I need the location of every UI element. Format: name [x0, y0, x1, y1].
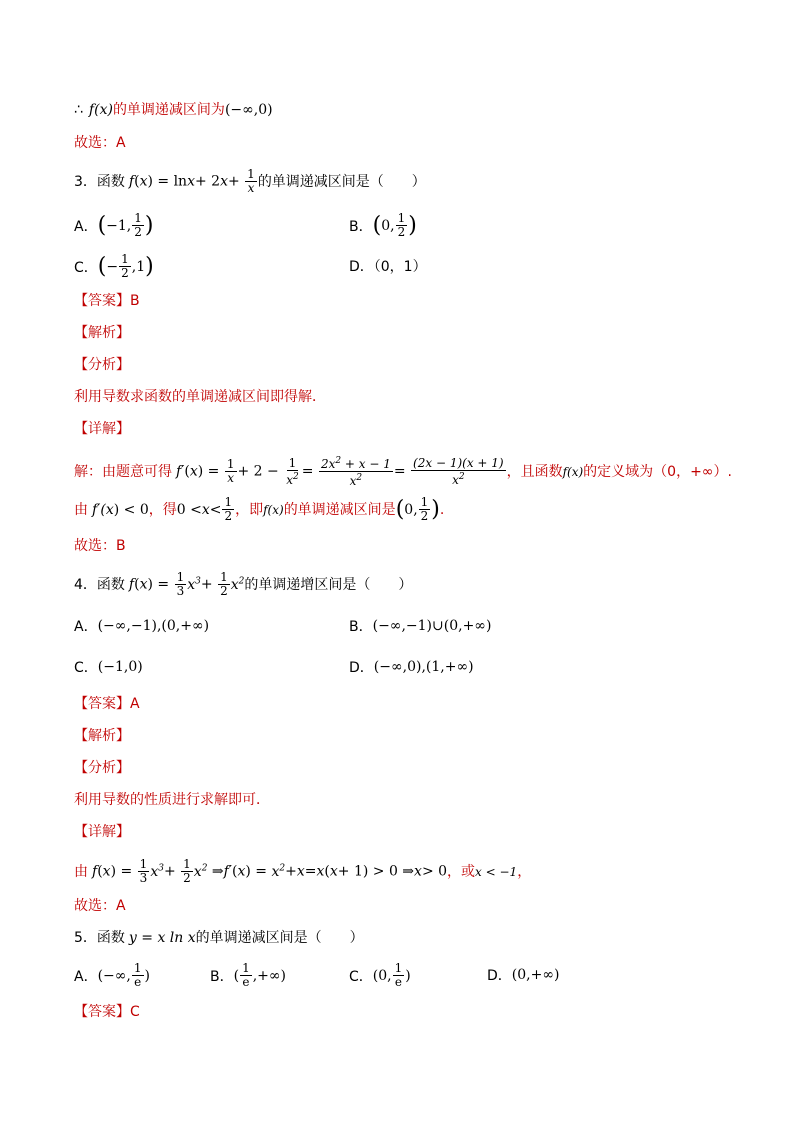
xiangjie-2: 【详解】 — [74, 824, 130, 840]
q5-option-d: D． (0,+∞) — [487, 967, 560, 984]
fx-symbol: f(x) — [88, 102, 113, 118]
conclusion-interval: (−∞,0) — [224, 102, 273, 118]
q3-option-a: A． ( −1, $\frac{1}{2}$ ) — [74, 211, 154, 239]
answer-3: 【答案】 C — [74, 1004, 140, 1020]
fenxi-2: 【分析】 — [74, 760, 130, 776]
detail-3: 由 f(x) = $\frac{1}{3}$ $x^3+$ $\frac{1}{2}$ $x^2$ ⇒f′(x) = $x^2+x=x(x+ 1) > 0$ ⇒x> 0 ，或 x < −1 ， — [74, 857, 532, 886]
q3-suffix: 的单调递减区间是（ ） — [257, 173, 426, 190]
detail-1: 解：由题意可得 f′(x) = $\frac{1}{x}$ + 2 − $\frac{1}{x^2}$ = $\frac{2x^2 + x - 1}{x^2}$ = $\frac{(2x - 1)(x + 1)}{x^2}$ ，且函数 f(x) 的定义域为（0，+∞）. — [74, 455, 732, 488]
q4-option-d: D． (−∞,0),(1,+∞) — [349, 659, 474, 676]
q5-option-a: A． (−∞, $\frac{1}{e}$ ) — [74, 961, 150, 989]
q3-option-c: C． ( − $\frac{1}{2}$ ,1 ) — [74, 252, 154, 280]
q5-option-b: B． ( $\frac{1}{e}$ ,+∞) — [210, 961, 287, 989]
q5-option-c: C． (0, $\frac{1}{e}$ ) — [349, 961, 411, 989]
question-3 — [74, 168, 426, 195]
question-5: 5．函数 y = x ln x 的单调递减区间是（ ） — [74, 930, 364, 946]
q3-function: f(x) = lnx+ 2x+ $\frac{1}{x}$ — [128, 167, 255, 195]
jiexi-2: 【解析】 — [74, 728, 130, 744]
question-4: 4．函数 f(x) = $\frac{1}{3}$ $x^3+$ $\frac{1}{2}$ $x^2$ 的单调递增区间是（ ） — [74, 570, 413, 599]
choice-line-1: 故选：A — [74, 135, 126, 151]
therefore-symbol: ∴ — [74, 102, 83, 118]
fenxi-text-2: 利用导数的性质进行求解即可． — [74, 792, 270, 808]
q3-option-d: D．（0，1） — [349, 259, 427, 275]
q3-intro: 3．函数 — [74, 173, 125, 190]
choice-line-3: 故选：A — [74, 898, 126, 914]
q4-option-a: A． (−∞,−1),(0,+∞) — [74, 618, 210, 635]
conclusion-line — [74, 100, 273, 120]
xiangjie-1: 【详解】 — [74, 421, 130, 437]
q4-option-b: B． (−∞,−1)∪(0,+∞) — [349, 618, 492, 635]
detail-2: 由 f′(x) < 0 ，得 0 < x < $\frac{1}{2}$ ，即 f(x) 的单调递减区间是 ( 0, $\frac{1}{2}$ ) . — [74, 495, 445, 523]
q4-option-c: C． (−1,0) — [74, 659, 143, 676]
fenxi-1: 【分析】 — [74, 357, 130, 373]
choice-line-2: 故选：B — [74, 538, 126, 554]
fenxi-text-1: 利用导数求函数的单调递减区间即得解． — [74, 389, 326, 405]
conclusion-text: 的单调递减区间为 — [112, 102, 225, 118]
answer-2: 【答案】 A — [74, 696, 140, 712]
jiexi-1: 【解析】 — [74, 325, 130, 341]
answer-1: 【答案】 B — [74, 293, 140, 309]
q3-option-b: B． ( 0, $\frac{1}{2}$ ) — [349, 211, 417, 239]
